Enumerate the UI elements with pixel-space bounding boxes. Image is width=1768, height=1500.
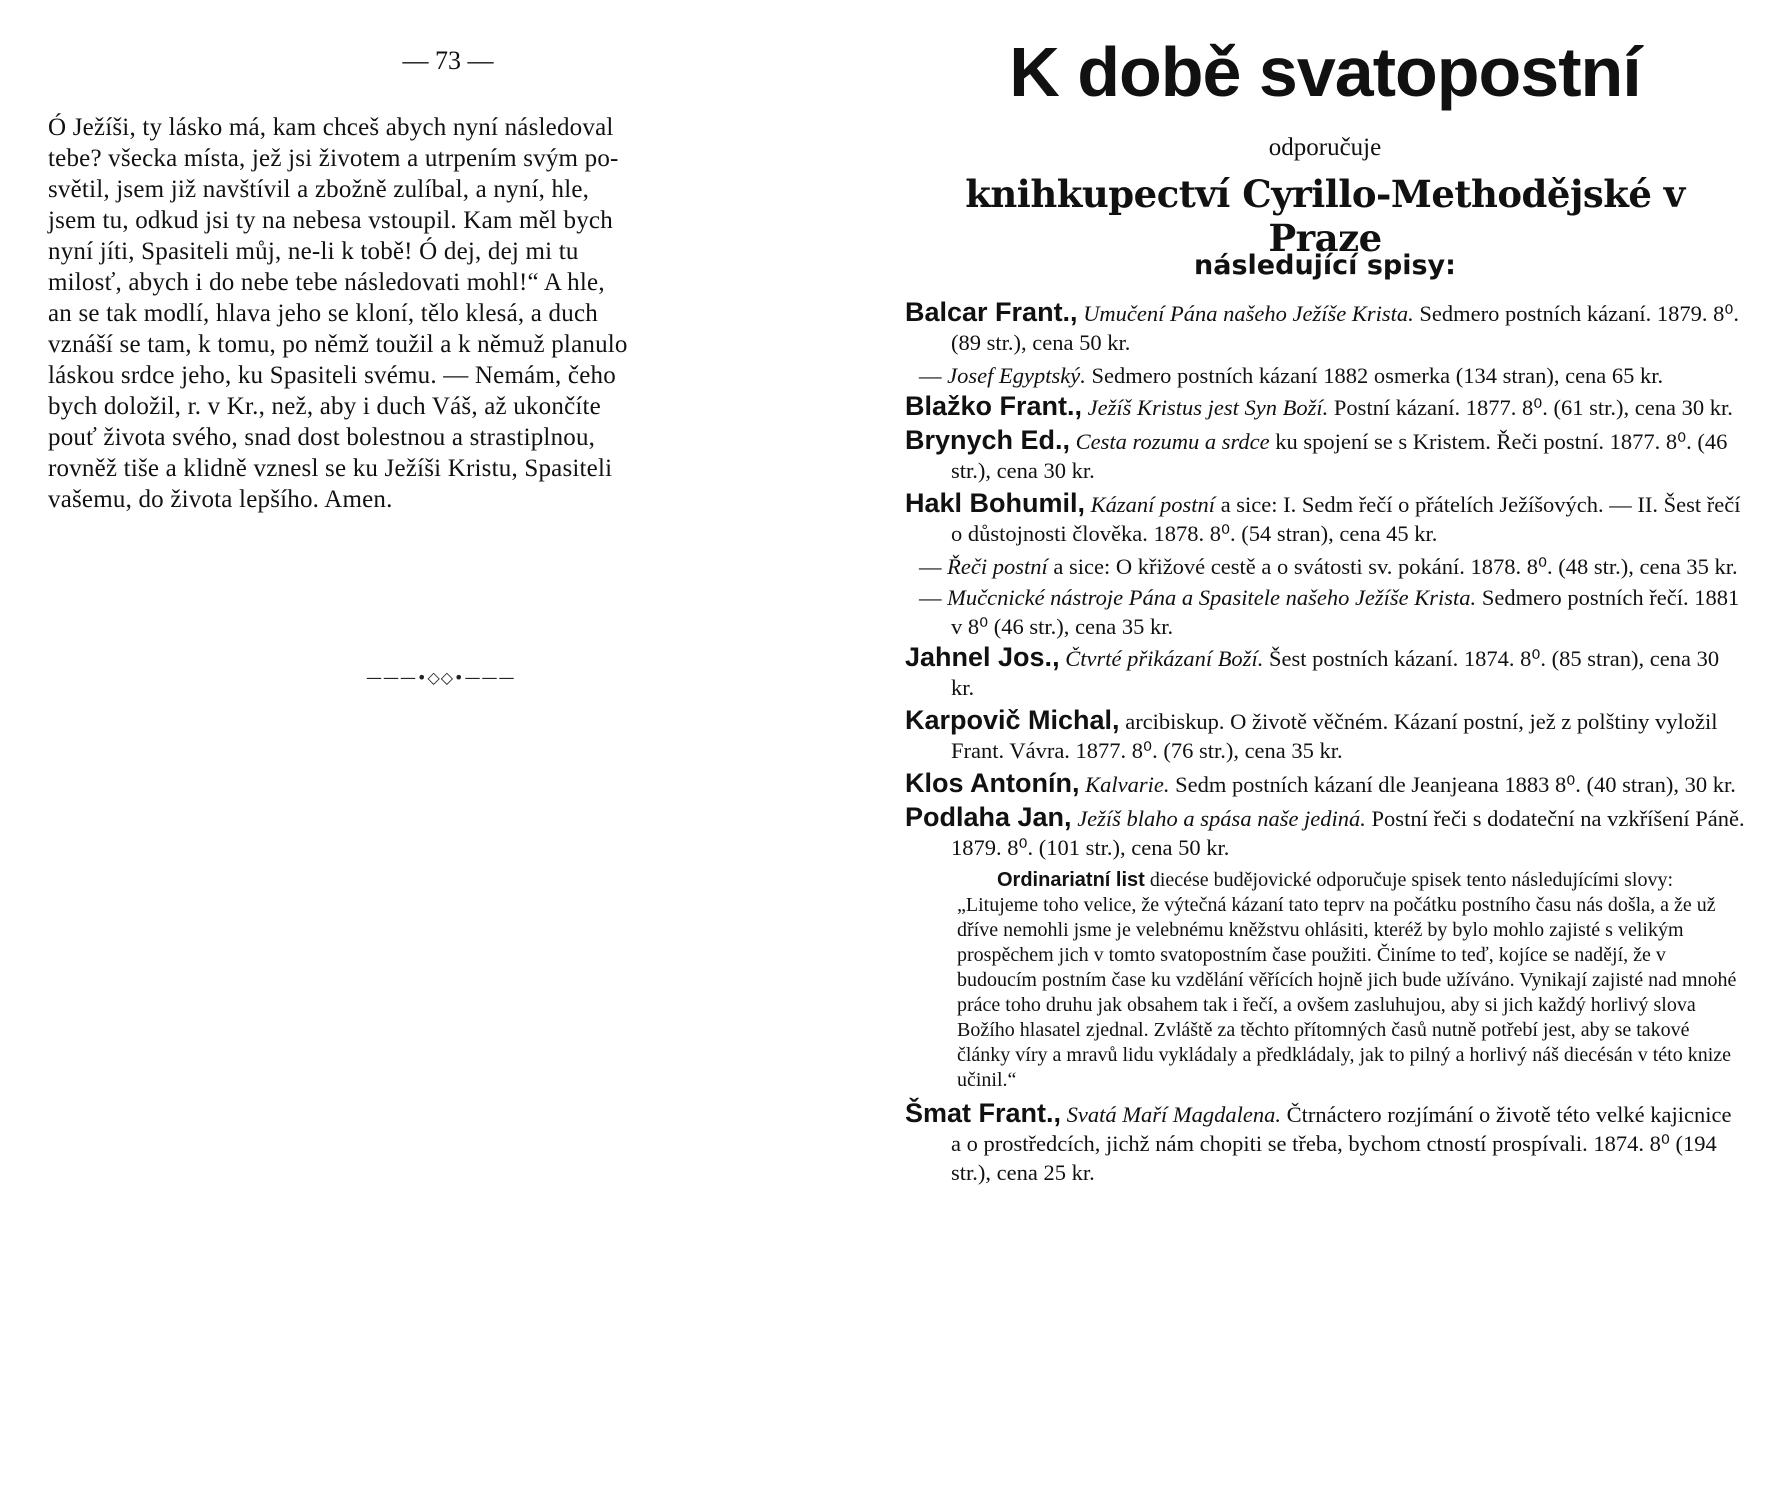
bookstore-name: knihkupectví Cyrillo-Methodějské v Praze <box>965 172 1685 260</box>
entry-title: Cesta rozumu a srdce <box>1075 429 1270 454</box>
sermon-text <box>48 112 843 515</box>
text-line: tebe? všecka místa, jež jsi životem a utrpením svým po- <box>48 145 619 172</box>
entry-title: Ježíš blaho a spása naše jediná. <box>1077 806 1366 831</box>
text-line: vznáší se tam, k tomu, po němž toužil a k němuž planulo <box>48 331 628 358</box>
entry-author: Karpovič Michal, <box>905 705 1120 735</box>
text-line: vašemu, do života lepšího. Amen. <box>48 486 393 513</box>
entry-author: — <box>919 554 948 579</box>
book-catalog <box>905 298 1745 1191</box>
entry-desc: ku spojení se s Kristem. Řeči postní. 1877. 8⁰. (46 str.), cena 30 kr. <box>951 429 1728 483</box>
entry-desc: Sedmero postních kázaní. 1879. 8⁰. (89 str.), cena 50 kr. <box>951 301 1739 355</box>
catalog-entry <box>905 489 1745 548</box>
text-line: pouť života svého, snad dost bolestnou a strastiplnou, <box>48 424 596 451</box>
note-text: diecése budějovické odporučuje spisek tento následujícími slovy: „Litujeme toho velice, že výtečná kázaní tato teprv na počátku postního času nás došla, a že už dříve nemohli jsme je velebnému kněžstvu ohlásiti, kteréž by bylo mohlo zajisté s velikým prospěchem jich v tomto svatopostním čase použiti. Činíme to teď, kojíce se nadějí, že v budoucím postním čase ku vzdělání věřících hojně jich bude užíváno. Vynikají zajisté nad mnohé práce toho druhu jak obsahem tak i řečí, a ovšem zasluhujou, aby si jich každý horlivý slova Božího hlasatel zjednal. Zvláště za těchto přítomných časů nutně potřebí jest, aby se takové články víry a mravů lidu vykládaly a předkládaly, jak to pilný a horlivý náš diecésán v této knize učinil.“ <box>957 869 1737 1091</box>
text-line: světil, jsem již navštívil a zbožně zulíbal, a nyní, hle, <box>48 176 590 203</box>
advert-recommends: odporučuje <box>1268 134 1382 161</box>
entry-title: Řeči postní <box>947 554 1048 579</box>
text-line: milosť, abych i do nebe tebe následovati mohl!“ A hle, <box>48 269 605 296</box>
entry-title: Mučcnické nástroje Pána a Spasitele našeho Ježíše Krista. <box>947 585 1477 610</box>
entry-desc: Sedmero postních kázaní 1882 osmerka (134 stran), cena 65 kr. <box>1091 363 1664 388</box>
entry-desc: a sice: O křižové cestě a o svátosti sv. pokání. 1878. 8⁰. (48 str.), cena 35 kr. <box>1053 554 1738 579</box>
catalog-entry <box>905 583 1745 641</box>
entry-desc: Postní kázaní. 1877. 8⁰. (61 str.), cena 30 kr. <box>1333 395 1733 420</box>
catalog-entry <box>905 706 1745 765</box>
catalog-entry <box>905 1099 1745 1187</box>
left-page <box>48 0 848 1500</box>
entry-title: Kalvarie. <box>1085 772 1170 797</box>
catalog-entry <box>905 552 1745 581</box>
text-line: Ó Ježíši, ty lásko má, kam chceš abych nyní následoval <box>48 114 614 141</box>
note-heading: Ordinariatní list <box>997 869 1145 891</box>
entry-title: Svatá Maří Magdalena. <box>1066 1102 1281 1127</box>
text-line: an se tak modlí, hlava jeho se kloní, tělo klesá, a duch <box>48 300 598 327</box>
catalog-entry <box>905 392 1745 422</box>
entry-title: Umučení Pána našeho Ježíše Krista. <box>1083 301 1414 326</box>
entry-author: Klos Antonín, <box>905 768 1080 798</box>
entry-desc: Sedmero postních řečí. 1881 v 8⁰ (46 str.), cena 35 kr. <box>951 585 1740 639</box>
text-line: rovněž tiše a klidně vznesl se ku Ježíši Kristu, Spasiteli <box>48 455 613 482</box>
right-page <box>905 0 1745 1500</box>
entry-title: Čtvrté přikázaní Boží. <box>1065 646 1264 671</box>
entry-author: Jahnel Jos., <box>905 642 1060 672</box>
text-line: nyní jíti, Spasiteli můj, ne-li k tobě! Ó dej, dej mi tu <box>48 238 579 265</box>
catalog-entry <box>905 803 1745 862</box>
advert-title: K době svatopostní <box>1009 33 1641 111</box>
text-line: bych doložil, r. v Kr., než, aby i duch Váš, až ukončíte <box>48 393 601 420</box>
catalog-entry <box>905 426 1745 485</box>
catalog-entry <box>905 643 1745 702</box>
entry-author: — <box>919 585 948 610</box>
entry-author: — <box>919 363 948 388</box>
catalog-entry <box>905 298 1745 357</box>
ordinariate-note <box>957 868 1745 1093</box>
entry-author: Balcar Frant., <box>905 297 1078 327</box>
catalog-entry <box>905 769 1745 799</box>
entry-author: Blažko Frant., <box>905 391 1083 421</box>
entry-desc: Sedm postních kázaní dle Jeanjeana 1883 8⁰. (40 stran), 30 kr. <box>1175 772 1736 797</box>
entry-desc: Čtrnáctero rozjímání o životě této velké kajicnice a o prostředcích, jichž nám chopiti se třeba, bychom ctností prospívali. 1874. 8⁰ (194 str.), cena 25 kr. <box>951 1102 1732 1185</box>
section-ornament: ———•◇◇•——— <box>366 668 516 687</box>
page-number: — 73 — <box>402 46 494 75</box>
entry-author: Hakl Bohumil, <box>905 488 1086 518</box>
entry-desc: arcibiskup. O životě věčném. Kázaní postní, jež z polštiny vyložil Frant. Vávra. 1877. 8⁰. (76 str.), cena 35 kr. <box>951 709 1718 763</box>
text-line: jsem tu, odkud jsi ty na nebesa vstoupil. Kam měl bych <box>48 207 613 234</box>
entry-desc: a sice: I. Sedm řečí o přátelích Ježíšových. — II. Šest řečí o důstojnosti člověka. 1878. 8⁰. (54 stran), cena 45 kr. <box>951 492 1741 546</box>
text-line: láskou srdce jeho, ku Spasiteli svému. — Nemám, čeho <box>48 362 616 389</box>
entry-desc: Postní řeči s dodateční na vzkříšení Páně. 1879. 8⁰. (101 str.), cena 50 kr. <box>951 806 1745 860</box>
entry-desc: Šest postních kázaní. 1874. 8⁰. (85 stran), cena 30 kr. <box>951 646 1720 700</box>
entry-title: Ježíš Kristus jest Syn Boží. <box>1087 395 1329 420</box>
catalog-entry <box>905 361 1745 390</box>
entry-title: Josef Egyptský. <box>947 363 1086 388</box>
entry-title: Kázaní postní <box>1090 492 1216 517</box>
entry-author: Podlaha Jan, <box>905 802 1072 832</box>
entry-author: Šmat Frant., <box>905 1098 1062 1128</box>
entry-author: Brynych Ed., <box>905 425 1071 455</box>
advert-subtitle: následující spisy: <box>1194 250 1456 281</box>
